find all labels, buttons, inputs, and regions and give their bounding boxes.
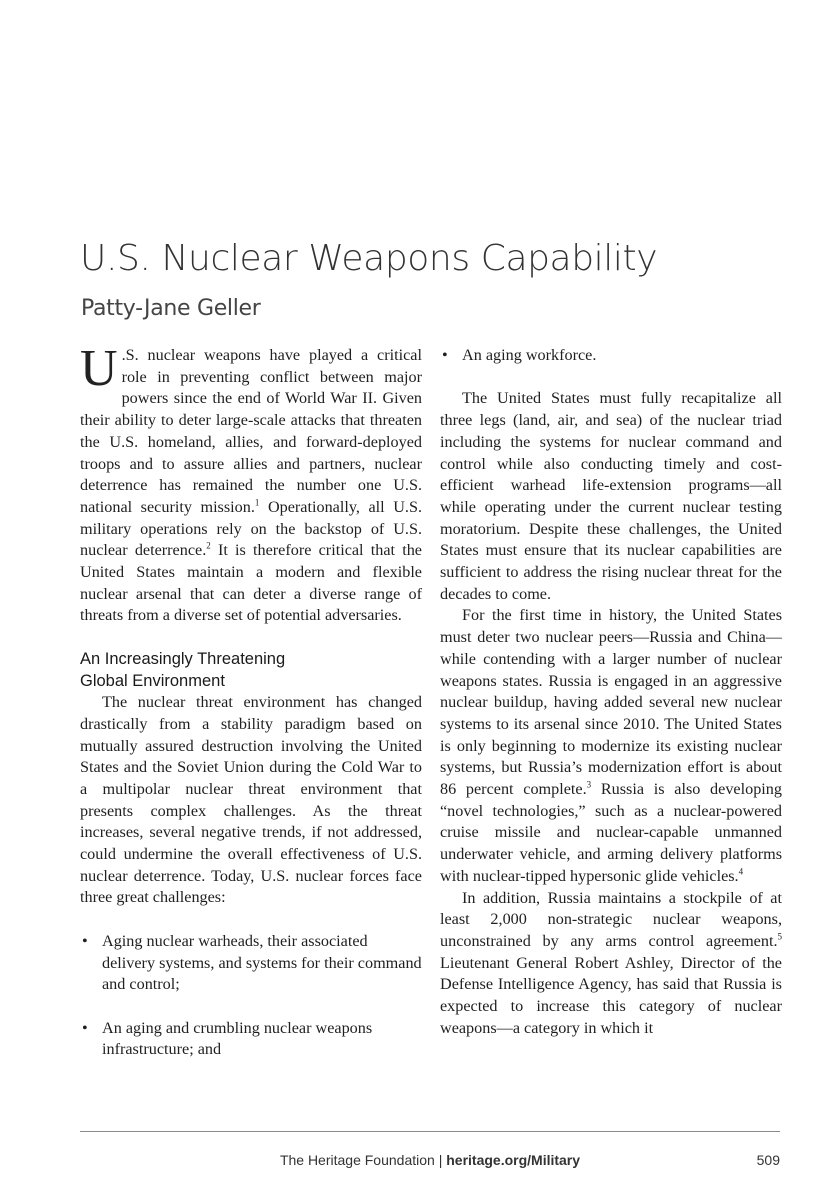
body-text: In addition, Russia maintains a stockpile of at least 2,000 non-strategic nuclear weapons, unconstrained by any arms control agreement. [440,888,782,950]
body-text: For the first time in history, the United States must deter two nuclear peers—Russia and China—while contending with a larger number of nuclear weapons states. Russia is engaged in an aggressive nuclear buildup, having added several new nuclear systems to its arsenal since 2010. The United States is only beginning to modernize its existing nuclear systems, but Russia’s modernization effort is about 86 percent complete. [440,606,782,799]
body-text: Lieutenant General Robert Ashley, Director of the Defense Intelligence Agency, has said that Russia is expected to increase this category of nuclear weapons—a category in which it [440,953,782,1037]
list-item-text: Aging nuclear warheads, their associated delivery systems, and systems for their command and control; [102,931,422,994]
intro-text: .S. nuclear weapons have played a critical role in preventing conflict between major powers since the end of World War II. Given their ability to deter large-scale attacks that threaten the U.S. homeland, allies, and forward-deployed troops and to assure allies and partners, nuclear deterrence has remained the number one U.S. national security mission. [80,346,422,516]
body-paragraph [440,605,782,887]
intro-text-2: Operationally, all U.S. military operations rely on the backstop of U.S. nuclear deterrence. [80,497,422,560]
section-heading-line2: Global Environment [80,672,225,691]
body-text: Russia is also developing “novel technologies,” such as a nuclear-powered cruise missile and nuclear-capable unmanned underwater vehicle, and arming delivery platforms with nuclear-tipped hypersonic glide vehicles. [440,780,782,885]
list-item [80,1018,422,1061]
footnote-ref: 4 [738,866,744,877]
footnote-ref: 5 [777,931,782,942]
list-item [80,931,422,996]
author-name: Patty-Jane Geller [81,296,261,321]
left-column [80,340,422,1061]
section-heading-line1: An Increasingly Threatening [80,650,286,669]
right-column [440,345,782,1039]
challenges-list-continued [440,345,782,367]
footer-credit [80,1152,780,1168]
section-heading [80,648,422,692]
footer-link[interactable]: heritage.org/Military [446,1152,581,1168]
list-item-text: An aging workforce. [462,346,597,364]
intro-paragraph [80,340,422,627]
bullet-icon: • [82,931,88,950]
footer-separator: | [434,1152,447,1168]
bullet-icon: • [82,1018,88,1037]
footnote-ref: 2 [206,540,211,551]
page-title: U.S. Nuclear Weapons Capability [80,238,658,279]
intro-text-3: It is therefore critical that the United States maintain a modern and flexible nuclear arsenal that can deter a diverse range of threats from a diverse set of potential adversaries. [80,541,422,625]
footnote-ref: 1 [254,497,260,508]
footer-org: The Heritage Foundation [279,1152,435,1168]
body-paragraph: The United States must fully recapitalize all three legs (land, air, and sea) of the nuclear triad including the systems for nuclear command and control while also conducting timely and cost-efficient warhead life-extension programs—all while operating under the current nuclear testing moratorium. Despite these challenges, the United States must ensure that its nuclear capabilities are sufficient to address the rising nuclear threat for the decades to come. [440,389,782,603]
bullet-icon: • [442,346,448,364]
footnote-ref: 3 [586,779,592,790]
footer-divider [80,1131,780,1132]
list-item-text: An aging and crumbling nuclear weapons infrastructure; and [102,1018,373,1059]
list-item [440,345,782,367]
page-footer [80,1152,780,1172]
drop-cap: U [80,340,118,397]
page-number: 509 [756,1152,780,1168]
body-paragraph: The nuclear threat environment has changed drastically from a stability paradigm based on mutually assured destruction involving the United States and the Soviet Union during the Cold War to a multipolar nuclear threat environment that presents complex challenges. As the threat increases, several negative trends, if not addressed, could undermine the overall effectiveness of U.S. nuclear deterrence. Today, U.S. nuclear forces face three great challenges: [80,693,422,907]
challenges-list [80,931,422,1061]
body-paragraph [440,888,782,1040]
